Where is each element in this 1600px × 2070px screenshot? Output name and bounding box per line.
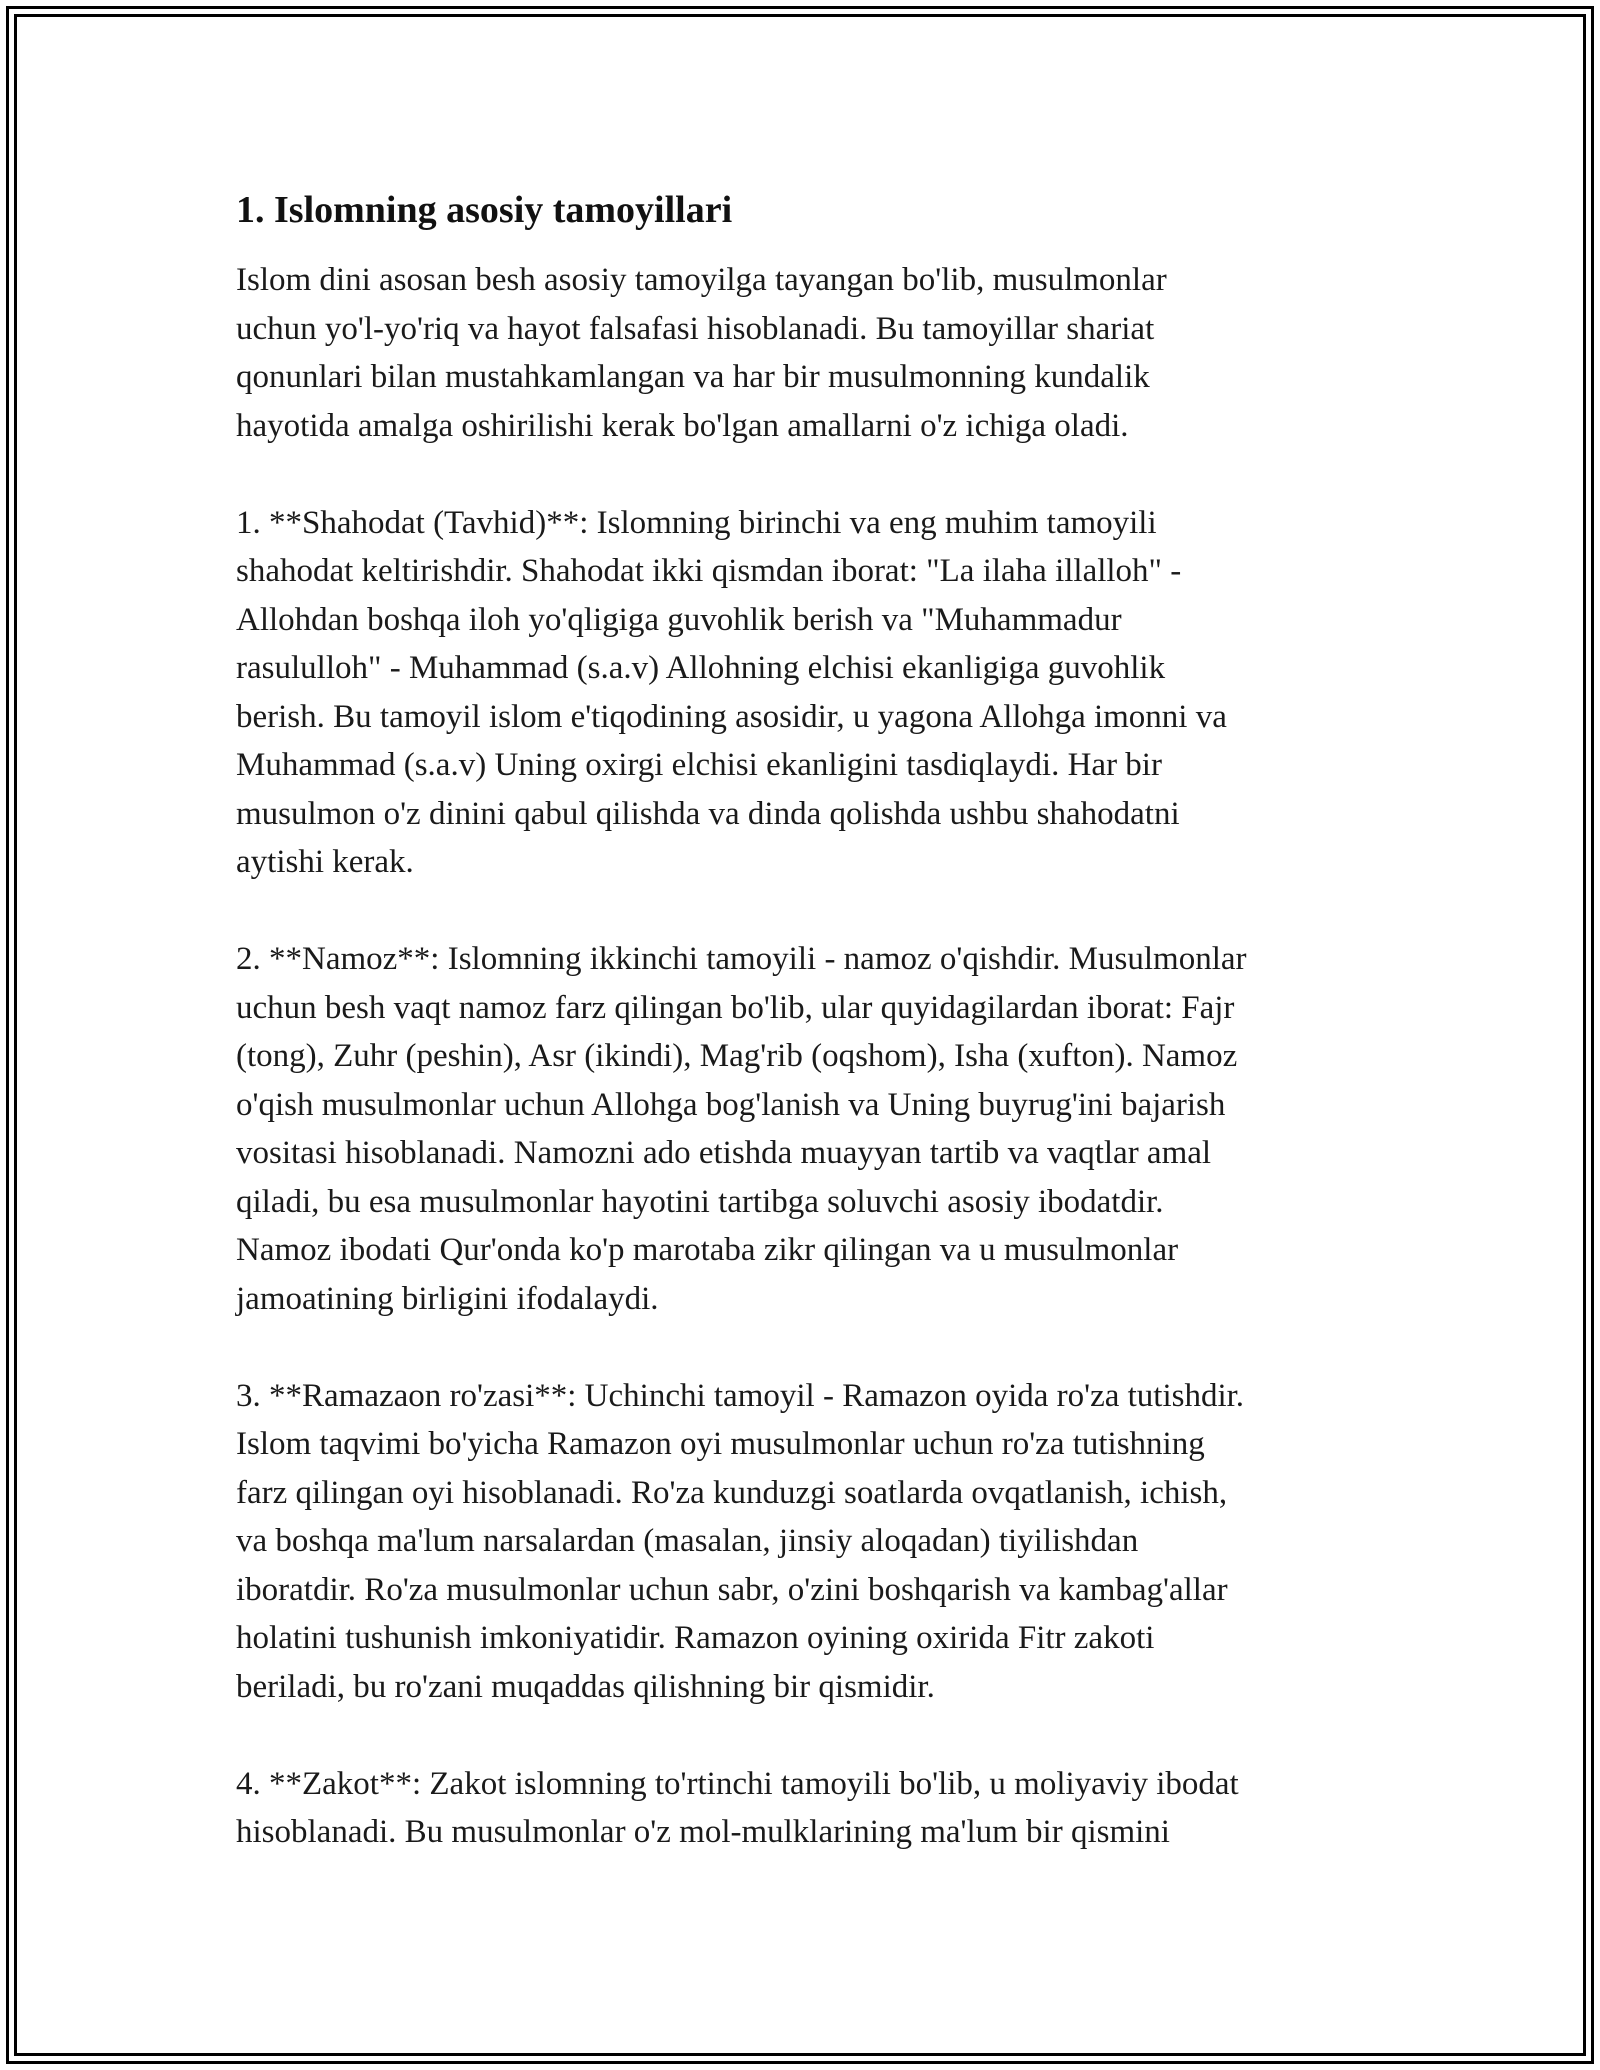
text-line: hisoblanadi. Bu musulmonlar o'z mol-mulklarining ma'lum bir qismini — [236, 1814, 1170, 1850]
text-line: 2. **Namoz**: Islomning ikkinchi tamoyili - namoz o'qishdir. Musulmonlar — [236, 941, 1247, 977]
namoz-paragraph — [236, 935, 1376, 1323]
text-line: va boshqa ma'lum narsalardan (masalan, jinsiy aloqadan) tiyilishdan — [236, 1523, 1139, 1559]
text-line: (tong), Zuhr (peshin), Asr (ikindi), Mag'rib (oqshom), Isha (xufton). Namoz — [236, 1038, 1238, 1074]
text-line: Allohdan boshqa iloh yo'qligiga guvohlik berish va "Muhammadur — [236, 601, 1122, 638]
text-line: rasululloh" - Muhammad (s.a.v) Allohning elchisi ekanligiga guvohlik — [236, 650, 1166, 686]
text-line: holatini tushunish imkoniyatidir. Ramazon oyining oxirida Fitr zakoti — [236, 1620, 1155, 1656]
text-line: shahodat keltirishdir. Shahodat ikki qismdan iborat: "La ilaha illalloh" - — [236, 553, 1182, 589]
paragraph-list — [236, 256, 1376, 1857]
text-line: musulmon o'z dinini qabul qilishda va dinda qolishda ushbu shahodatni — [236, 795, 1180, 832]
text-line: o'qish musulmonlar uchun Allohga bog'lanish va Uning buyrug'ini bajarish — [236, 1086, 1226, 1123]
intro-paragraph — [236, 256, 1376, 450]
text-line: farz qilingan oyi hisoblanadi. Ro'za kunduzgi soatlarda ovqatlanish, ichish, — [236, 1474, 1228, 1511]
document-body — [236, 186, 1376, 1857]
text-line: Islom dini asosan besh asosiy tamoyilga tayangan bo'lib, musulmonlar — [236, 262, 1167, 298]
shahodat-paragraph — [236, 499, 1376, 887]
text-line: beriladi, bu ro'zani muqaddas qilishning bir qismidir. — [236, 1668, 935, 1705]
text-line: berish. Bu tamoyil islom e'tiqodining asosidir, u yagona Allohga imonni va — [236, 698, 1227, 735]
text-line: jamoatining birligini ifodalaydi. — [236, 1280, 659, 1317]
section-heading: 1. Islomning asosiy tamoyillari — [236, 189, 733, 231]
text-line: 3. **Ramazaon ro'zasi**: Uchinchi tamoyil - Ramazon oyida ro'za tutishdir. — [236, 1377, 1245, 1414]
text-line: hayotida amalga oshirilishi kerak bo'lgan amallarni o'z ichiga oladi. — [236, 407, 1129, 444]
text-line: iboratdir. Ro'za musulmonlar uchun sabr, o'zini boshqarish va kambag'allar — [236, 1571, 1228, 1608]
text-line: 1. **Shahodat (Tavhid)**: Islomning birinchi va eng muhim tamoyili — [236, 504, 1157, 541]
text-line: aytishi kerak. — [236, 844, 414, 880]
text-line: qonunlari bilan mustahkamlangan va har bir musulmonning kundalik — [236, 359, 1150, 395]
text-line: uchun besh vaqt namoz farz qilingan bo'lib, ular quyidagilardan iborat: Fajr — [236, 989, 1235, 1026]
text-line: Islom taqvimi bo'yicha Ramazon oyi musulmonlar uchun ro'za tutishning — [236, 1426, 1205, 1462]
text-line: Namoz ibodati Qur'onda ko'p marotaba zikr qilingan va u musulmonlar — [236, 1232, 1179, 1268]
zakot-paragraph — [236, 1760, 1376, 1857]
text-line: uchun yo'l-yo'riq va hayot falsafasi hisoblanadi. Bu tamoyillar shariat — [236, 310, 1155, 347]
ramazon-paragraph — [236, 1372, 1376, 1712]
text-line: qiladi, bu esa musulmonlar hayotini tartibga soluvchi asosiy ibodatdir. — [236, 1183, 1164, 1220]
text-line: 4. **Zakot**: Zakot islomning to'rtinchi tamoyili bo'lib, u moliyaviy ibodat — [236, 1765, 1239, 1802]
text-line: vositasi hisoblanadi. Namozni ado etishda muayyan tartib va vaqtlar amal — [236, 1135, 1212, 1171]
text-line: Muhammad (s.a.v) Uning oxirgi elchisi ekanligini tasdiqlaydi. Har bir — [236, 747, 1162, 783]
